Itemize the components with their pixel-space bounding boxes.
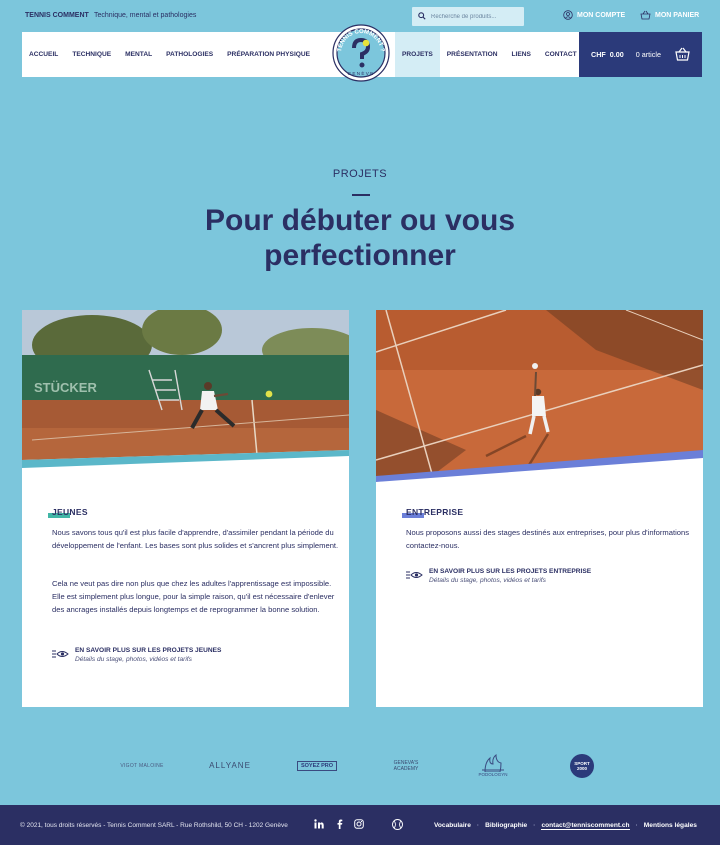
basket-icon [675,47,690,61]
partner-logo-vigot[interactable]: VIGOT MALOINE [120,762,164,769]
partner-logo-sport2000[interactable] [566,748,598,783]
nav-item-pathologies[interactable]: PATHOLOGIES [166,51,214,58]
partner-logo-soyez-pro[interactable] [296,748,338,783]
facebook-icon[interactable] [335,819,345,829]
linkedin-icon[interactable] [314,819,324,829]
search-box[interactable] [412,7,524,26]
photo-junior-player [22,310,349,488]
nav-item-presentation[interactable]: PRÉSENTATION [446,51,498,58]
more-link-entreprise[interactable] [406,568,591,584]
logo-top-text: TENNIS COMMENT ? [336,28,386,53]
title-line-1: Pour débuter ou vous [204,204,516,237]
title-line-2: perfectionner [264,239,456,272]
user-icon [563,10,573,20]
partners-strip [0,748,720,783]
cart-summary-button[interactable] [579,32,702,77]
partner-logo-podologyn[interactable] [470,748,516,783]
cart-currency: CHF [591,50,606,59]
nav-item-accueil[interactable]: ACCUEIL [29,51,59,58]
site-logo[interactable] [332,24,390,82]
card-paragraph: Nous proposons aussi des stages destinés aux entreprises, pour plus d'informations contactez-nous. [406,528,689,550]
partner-logo-text: PODOLOGYN [478,772,508,777]
footer-link-mentions[interactable]: Mentions légales [643,822,697,829]
cart-label: MON PANIER [655,11,700,19]
card-title-text: JEUNES [52,507,88,517]
flame-icon [480,754,506,772]
card-paragraph: Nous savons tous qu'il est plus facile d'apprendre, d'assimiler pendant la période du développement de l'enfant. Les bases sont plus solides et s'ancrent plus simplement. [52,528,339,550]
instagram-icon[interactable] [354,819,364,829]
partner-logo-allyane[interactable]: ALLYANE [209,761,251,770]
search-input[interactable] [431,10,521,23]
footer-separator: · [476,822,480,829]
card-entreprise [376,310,703,707]
nav-item-liens[interactable]: LIENS [511,51,531,58]
account-label: MON COMPTE [577,11,626,19]
cart-link[interactable] [640,10,699,20]
nav-item-preparation-physique[interactable]: PRÉPARATION PHYSIQUE [227,51,311,58]
nav-item-mental[interactable]: MENTAL [125,51,153,58]
partner-logo-genevas[interactable]: GENEVA'S ACADEMY [393,759,419,772]
footer-links [434,822,697,830]
brand-tagline: Technique, mental et pathologies [94,12,197,19]
more-link-sub: Détails du stage, photos, vidéos et tarifs [429,577,546,584]
more-link-label: EN SAVOIR PLUS SUR LES PROJETS ENTREPRISE [429,568,592,575]
search-icon [418,12,426,20]
more-link-label: EN SAVOIR PLUS SUR LES PROJETS JEUNES [75,647,222,654]
logo-bottom-text: GENÈVE [347,71,375,76]
cart-amount: 0.00 [609,50,624,59]
partner-logo-text: SOYEZ PRO [297,761,337,771]
eye-icon [406,570,423,580]
footer-link-email[interactable]: contact@tenniscomment.ch [541,822,630,829]
footer-separator: · [635,822,638,829]
more-link-jeunes[interactable] [52,647,221,663]
section-eyebrow: PROJETS [332,168,388,180]
card-title-text: ENTREPRISE [406,507,464,517]
tennis-ball-icon [392,819,403,830]
basket-icon [640,10,651,20]
nav-item-technique[interactable]: TECHNIQUE [72,51,112,58]
site-footer [0,805,720,845]
cart-count: 0 article [635,50,661,59]
eyebrow-divider [352,194,370,196]
footer-link-bibliographie[interactable]: Bibliographie [485,822,528,829]
card-title-entreprise [406,507,463,517]
card-paragraph: Cela ne veut pas dire non plus que chez les adultes l'apprentissage est impossible. Elle est simplement plus longue, pour la simple raison, qu'il est nécessaire d'enlever des ancrages installés depuis longtemps et de reprogrammer la bonne solution. [52,579,335,614]
banner-text: STÜCKER [34,380,97,395]
card-title-jeunes [52,507,88,517]
account-link[interactable] [563,10,625,20]
more-link-sub: Détails du stage, photos, vidéos et tarifs [75,656,192,663]
brand-name[interactable]: TENNIS COMMENT [25,12,89,19]
page-title [0,203,720,273]
partner-logo-text: SPORT 2000 [570,754,594,778]
nav-item-projets[interactable]: PROJETS [395,32,440,77]
main-nav [22,28,702,77]
footer-link-vocabulaire[interactable]: Vocabulaire [434,822,471,829]
eye-icon [52,649,69,659]
footer-separator: · [533,822,536,829]
photo-serving-player [376,310,703,488]
card-jeunes [22,310,349,707]
copyright-text: © 2021, tous droits réservés - Tennis Comment SARL - Rue Rothshild, 50 CH - 1202 Genève [20,822,288,829]
nav-item-contact[interactable]: CONTACT [544,51,577,58]
